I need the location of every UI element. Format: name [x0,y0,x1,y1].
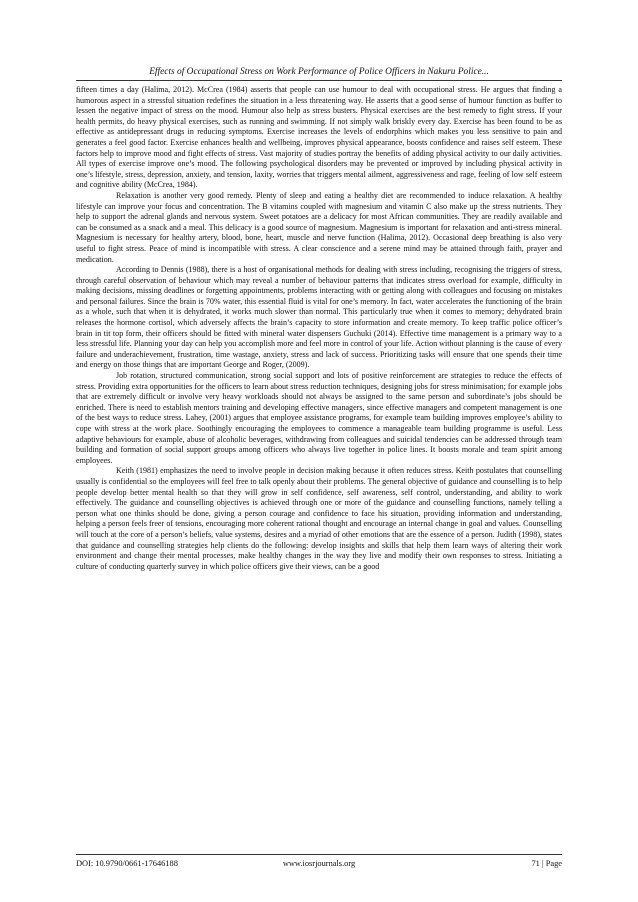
footer-rule [76,854,562,855]
paragraph-job-rotation: Job rotation, structured communication, strong social support and lots of positive reinforcement are strategies to reduce the effects of stress. Providing extra opportunities for the officers to learn about stress reduction techniques, designing jobs for stress minimisation; for example jobs that are extremely difficult or involve very heavy workloads should not always be assigned to the same person and subordinate’s jobs should be enriched. There is need to establish mentors training and developing effective managers, since effective managers and competent management is one of the best ways to reduce stress. Lahey, (2001) argues that employee assistance programs, for example team building improves employee’s ability to cope with stress at the work place. Soothingly encouraging the employees to commence a manageable team building programme is useful. Less adaptive behaviours for example, abuse of alcoholic beverages, withdrawing from colleagues and suicidal tendencies can be addressed through team building and formation of social support groups among officers who always live together in police lines. It boosts morale and team spirit among employees. [76,371,562,465]
doi-text: DOI: 10.9790/0661-17646188 [76,859,178,868]
journal-website: www.iosrjournals.org [282,859,356,868]
paragraph-organisational-methods: According to Dennis (1988), there is a host of organisational methods for dealing with stress including, recognising the triggers of stress, through careful observation of behaviour which may reveal a number of behaviour patterns that indicates stress overload for example, difficulty in making decisions, missing deadlines or forgetting appointments, problems interacting with or getting along with colleagues and focusing on mistakes and personal failures. Since the brain is 70% water, this essential fluid is vital for one’s memory. In fact, water accelerates the functioning of the brain as a whole, such that when it is dehydrated, it works much slower than normal. This particularly true when it comes to memory; dehydrated brain releases the hormone cortisol, which adversely affects the brain’s capacity to store information and create memory. To keep traffic police officer’s brain in tit top form, their officers should be fitted with mineral water dispensers Guchuki (2014). Effective time management is a primary way to a less stressful life. Planning your day can help you accomplish more and feel more in control of your life. Action without planning is the cause of every failure and underachievement, frustration, time wastage, anxiety, stress and lack of success. Prioritizing tasks will ensure that one spends their time and energy on those things that are important George and Roger, (2009). [76,265,562,370]
page-number: 71 | Page [531,859,562,868]
header-rule [76,80,562,81]
paragraph-relaxation: Relaxation is another very good remedy. Plenty of sleep and eating a healthy diet are recommended to induce relaxation. A healthy lifestyle can improve your focus and concentration. The B vitamins coupled with magnesium and vitamin C also make up the stress nutrients. They help to support the adrenal glands and nervous system. Sweet potatoes are a delicacy for most African communities. They are readily available and can be consumed as a snack and a meal. This delicacy is a good source of magnesium. Magnesium is important for relaxation and anti-stress mineral. Magnesium is necessary for healthy artery, blood, bone, heart, muscle and nerve function (Halima, 2012). Occasional deep breathing is also very useful to fight stress. Peace of mind is incompatible with stress. A clear conscience and a serene mind may be attained through faith, prayer and medication. [76,190,562,264]
paragraph-humour-exercise: fifteen times a day (Halima, 2012). McCrea (1984) asserts that people can use humour to deal with occupational stress. He argues that finding a humorous aspect in a stressful situation redefines the situation in a less threatening way. He asserts that a good sense of humour function as buffer to lessen the negative impact of stress on the mood. Humour also help as stress busters. Physical exercises are the best remedy to fight stress. If your health permits, do heavy physical exercises, such as running and swimming. If not simply walk briskly every day. Exercise has been found to be as effective as antidepressant drugs in reducing symptoms. Exercise increases the levels of endorphins which makes you less sensitive to pain and generates a feel good factor. Exercise enhances health and wellbeing, improves physical appearance, boosts confidence and raises self esteem. These factors help to improve mood and fight effects of stress. Vast majority of studies portray the benefits of adding physical activity to our daily activities. All types of exercise improve one’s mood. The following psychological disorders may be prevented or improved by including physical activity in one’s lifestyle, stress, depression, anxiety, and tension, laxity, worries that triggers mental ailment, aggressiveness and rage, feeling of low self esteem and cognitive ability (McCrea, 1984). [76,85,562,190]
running-title: Effects of Occupational Stress on Work Performance of Police Officers in Nakuru Police... [149,67,489,77]
article-body [76,85,562,572]
paragraph-counselling: Keith (1981) emphasizes the need to involve people in decision making because it often reduces stress. Keith postulates that counselling usually is confidential so the employees will feel free to talk openly about their problems. The general objective of guidance and counselling is to help people develop better mental health so that they will grow in self confidence, self awareness, self control, understanding, and ability to work effectively. The guidance and counselling objectives is achieved through one or more of the guidance and counselling functions, namely telling a person what one thinks should be done, giving a person courage and confidence to face his situation, providing information and understanding, helping a person feels freer of tensions, encouraging more coherent rational thought and encourage an internal change in goal and values. Counselling will touch at the core of a person’s beliefs, value systems, desires and a myriad of other emotions that are the essence of a person. Judith (1998), states that guidance and counselling strategies help clients do the following: develop insights and skills that help them learn ways of altering their work environment and change their mental processes, make healthy changes in the way they live and modify their own responses to stress. Initiating a culture of conducting quarterly survey in which police officers give their views, can be a good [76,466,562,571]
